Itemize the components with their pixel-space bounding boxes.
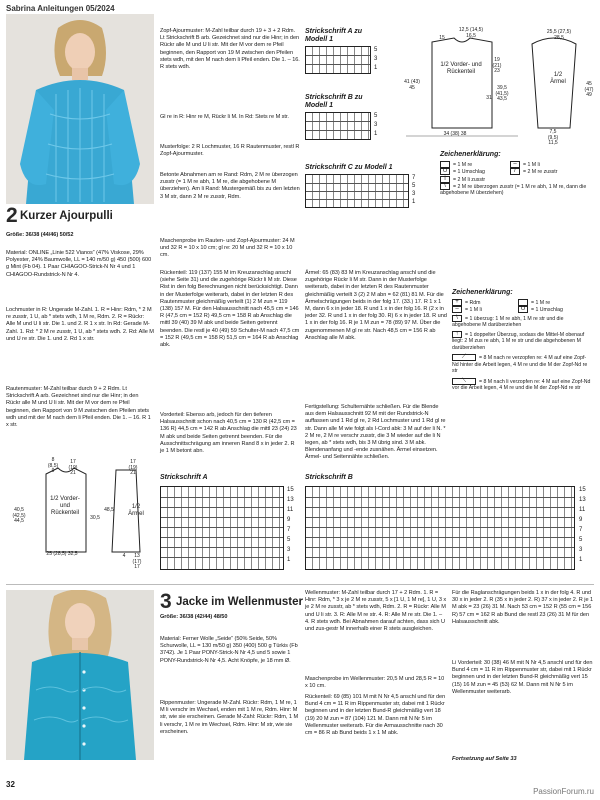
chart-a-big-row: 13 [287,497,294,503]
legend-2-item: = 1 doppelter Überzug, sodass die Mittel-M obenauf liegt: 2 M zus re abh, 1 M re str und die abgehobenen M darüberziehen [452,331,585,351]
material-2: Material: ONLINE „Linie 522 Vianos“ (47% Viskose, 29% Polyester, 24% Baumwolle, LL = 140 m/50 g) 450 (500) 600 g Mint (Fb 04). 1 Paar CHIAGOO-Strick-N Nr 4 und 1 CHIAGOO-Rundstrick-N Nr 4. [6,250,152,278]
chart-b-small-row: 1 [374,131,378,137]
chart-b-small-row: 3 [374,122,378,128]
zopf-2: Zopf-Ajourmuster: M-Zahl teilbar durch 19 + 3 + 2 Rdm. Lt Strickschrift B arb. Gezeichnet sind nur die Hinr; in den Rückr alle M und U li str. Mit der M vor dem re Pfeil beginnen, den Rapport von 19 M zwischen den Pfeilen stets wdh, mit den M nach dem li Pfeil enden. Die 1. – 16. R stets wdh. [160,28,300,71]
sch2-sl-side: 48,5 [104,507,114,513]
chart-b-big-row: 7 [579,527,583,533]
chart-b-big-row: 13 [579,497,586,503]
sch2-sl-top: 17 (19) 21 [128,459,138,477]
chart-b-big-row: 5 [579,537,583,543]
vorderteil-2: Vorderteil: Ebenso arb, jedoch für den tieferen Halsausschnitt schon nach 40,5 cm = 130 R (42,5 cm = 136 R) 44,5 cm = 142 R ab Anschlag die mittl 23 (24) 23 M abk und beide Seiten getrennt beenden. Für die Ausschnittschrägung am inneren Rand 8 x in jeder 2. R je 1 M betont abn. [160,412,297,455]
skp-icon: \ [452,315,462,322]
legend-2-title: Zeichenerklärung: [452,289,513,296]
knit-stitch-icon [518,299,528,306]
abnahmen-2: Betonte Abnahmen am re Rand: Rdm, 2 M re überzogen zusstr (= 1 M re abh, 1 M re, die abgehobene M überziehen). Am li Rand: Mustergemäß bis zu den letzten 3 M str, dann 2 M re zusstr, Rdm. [160,172,300,200]
double-decrease-icon: ↑ [452,331,462,338]
lochmuster-2: Lochmuster in R: Ungerade M-Zahl. 1. R = Hinr: Rdm, * 2 M re zusstr, 1 U, ab * stets wdh, 1 M re, Rdm. 2. R = Rückr: Alle M und U li str. Die 1. und 2. R 1 x str. In Rd: Gerade M-Zahl. 1. Rd: * 2 M re zusstr, 1 U, ab * stets wdh. 2. Rd: Alle M und U re str. Die 1. und 2. Rd 1 x str. [6,307,154,342]
sch1-side: 19 (21) 23 [492,57,502,75]
section-number-3: 3 [160,590,172,613]
section-title-3: Jacke im Wellenmuster [176,596,303,608]
yarn-over-icon: U [518,306,528,313]
chart-b-big-row: 1 [579,557,583,563]
maschenprobe-2: Maschenprobe im Rauten- und Zopf-Ajourmuster: 24 M und 32 R = 10 x 10 cm; gl re: 20 M und 32 R = 10 x 10 cm. [160,238,295,259]
chart-a-big-row: 15 [287,487,294,493]
rueckenteil-3: Rückenteil: 69 (85) 101 M mit N Nr 4,5 anschl und für den Bund 4 cm = 11 R im Rippenmuster str, dabei mit 1 Rückr beginnen und in der letzten Bund-R gleichmäßig vert 18 (19) 20 M zun = 87 (104) 121 M. Dann mit N Nr 5 im Wellenmuster weiterarb. Für die Armausschnitte nach 30 cm = 86 R ab Bund beids 1 x 1 M abk. [305,694,446,737]
cable-left-icon: ⟍ [452,378,476,385]
legend-2-item: = 8 M nach li verzopfen re: 4 M auf eine Zopf-Nd vor die Arbeit legen, 4 M re und die M der Zopf-Nd re str [452,378,591,392]
model-photo-jacket [6,590,154,760]
chart-a-big-row: 1 [287,557,291,563]
chart-b-small-title: Strickschrift B zu Modell 1 [305,94,363,109]
sch2-mid: 30,5 [90,515,100,521]
chart-c-small-row: 1 [412,199,416,205]
chart-b-big-row: 9 [579,517,583,523]
sch2-neck: 17 (19) 21 [68,459,78,477]
sch1-sl-b: 7,5 (9,5) 11,5 [547,129,559,147]
legend-1-title: Zeichenerklärung: [440,151,501,158]
chart-a-small-row: 5 [374,47,378,53]
sch1-sl-side: 45 (47) 49 [584,81,594,99]
sch1-top: 12,5 (14,5) 16,5 [458,27,484,39]
legend-2-item: = 1 Umschlag [531,306,563,313]
size-2: Größe: 36/38 (44/46) 50/52 [6,232,74,238]
purl-stitch-icon: – [452,306,462,313]
legend-1 [440,152,594,197]
yarn-over-icon: U [440,168,450,175]
chart-a-small-row: 3 [374,56,378,62]
continued-note: Fortsetzung auf Seite 33 [452,756,517,762]
legend-2-item: = 8 M nach re verzopfen re: 4 M auf eine Zopf-Nd hinter die Arbeit legen, 4 M re und die M der Zopf-Nd re str [452,355,588,375]
chart-b-big [305,486,575,570]
chart-b-small [305,112,371,140]
chart-a-big-row: 11 [287,507,294,513]
chart-c-small [305,174,409,208]
section-title-2: Kurzer Ajourpulli [20,210,113,222]
sch1-w: 31 [486,95,492,101]
sch1-neck: 15 [439,35,445,41]
rautenmuster-2: Rautenmuster: M-Zahl teilbar durch 9 + 2 Rdm. Lt Strickschrift A arb. Gezeichnet sind nur die Hinr; in den Rückr alle M und U li str. Mit der M vor dem re Pfeil beginnen, den Rapport von 9 M zwischen den Pfeilen stets wdh und mit der M nach dem li Pfeil enden. Die 1. – 16. R 1 x str. [6,386,151,429]
size-3: Größe: 36/38 (42/44) 48/50 [160,614,228,620]
chart-a-small-row: 1 [374,65,378,71]
page-number: 32 [6,780,15,789]
legend-1-item: = 1 Umschlag [453,168,485,175]
legend-1-item: = 2 M li zusstr [453,176,486,183]
legend-1-item: = 2 M re überzogen zusstr (= 1 M re abh, 1 M re, dann die abgehobene M überziehen) [440,183,587,197]
legend-2 [452,290,594,392]
cable-right-icon: ⟋ [452,354,476,361]
sch2-sl-b2: 13 (17) 17 [132,553,142,571]
purl-stitch-icon: – [510,161,520,168]
legend-2-item: = 1 M li [465,306,482,313]
chart-c-small-row: 7 [412,175,416,181]
magazine-header: Sabrina Anleitungen 05/2024 [6,4,115,13]
k2tog-icon: / [510,168,520,175]
sch2-top: 8 (8,5) 9 [47,457,59,475]
raglan-3: Für die Raglanschrägungen beids 1 x in der folg 4. R und 30 x in jeder 2. R (35 x in jeder 2. R) 37 x in jeder 2. R je 1 M abk = 23 (26) 31 M. Nach 53 cm = 152 R (55 cm = 156 R) 57 cm = 162 R ab Bund die restl 23 (26) 31 M für den Halsausschnitt abk. [452,590,594,625]
section-divider [6,584,594,585]
chart-b-big-row: 11 [579,507,586,513]
legend-1-item: = 1 M li [523,161,540,168]
material-3: Material: Ferner Wolle „Seide“ (50% Seide, 50% Schurwolle, LL = 130 m/50 g) 350 (400) 500 g Türkis (Fb 3742). Je 1 Paar PONY-Strick-N Nr 4,5 und 5 sowie 1 PONY-Rundstrick-N Nr 4,5. Acht Knöpfe, je 18 mm Ø. [160,636,298,664]
p2tog-icon: ǀ [440,176,450,183]
legend-1-item: = 1 M re [453,161,473,168]
sch1-r1: 41 (43) 45 [404,79,420,91]
maschenprobe-3: Maschenprobe im Wellenmuster: 20,5 M und 28,5 R = 10 x 10 cm. [305,676,445,690]
sch2-front-label: 1/2 Vorder- und Rückenteil [50,496,80,516]
chart-b-big-row: 3 [579,547,583,553]
sch2-sl-label: 1/2 Ärmel [128,504,144,517]
vorderteil-3: Li Vorderteil: 30 (38) 46 M mit N Nr 4,5 anschl und für den Bund 4 cm = 11 R im Rippenmuster str, dabei mit 1 Rückr beginnen und in der letzten Bund-R gleichmäßig vert 15 (15) 16 M zun = 45 (53) 62 M. Dann mit N Nr 5 im Wellenmuster weiterarb. [452,660,593,695]
chart-a-big-row: 3 [287,547,291,553]
legend-1-item: = 2 M re zusstr [523,168,558,175]
chart-a-big-row: 5 [287,537,291,543]
sch2-bottom: 25 (28,5) 32,5 [46,551,78,557]
knit-stitch-icon [440,161,450,168]
chart-b-big-title: Strickschrift B [305,474,353,481]
glre-2: Gl re in R: Hinr re M, Rückr li M. In Rd: Stets re M str. [160,114,289,120]
chart-c-small-row: 5 [412,183,416,189]
wellen-3: Wellenmuster: M-Zahl teilbar durch 17 + 2 Rdm. 1. R = Hinr: Rdm, * 3 x je 2 M re zusstr, 5 x [1 U, 1 M re], 1 U, 3 x je 2 M re zusstr, ab * stets wdh, Rdm. 2. R = Rückr: Alle M und U li str. 3. R: Alle M re str. 4. R: Alle M re str. Die 1. – 4. R stets wdh. Bei Abnahmen darauf achten, dass sich U und zus-gestr M innerhalb einer R stets ausgleichen. [305,590,447,633]
fertig-2: Fertigstellung: Schulternähte schließen. Für die Blende aus dem Halsausschnitt 92 M mit der Rundstrick-N auffassen und 1 Rd gl re, 2 Rd Lochmuster und 1 Rd gl re str. Dann alle M wie folgt als I-Cord abk: 3 M auf der li N. * 2 M re, 2 M re verschr zusstr, die 3 M wieder auf die li N legen, ab * stets wdh, bis 3 M übrig sind. 3 M abk. Blendenanfang und -ende zusnähen. Ärmel einsetzen. Ärmel- und Seitennähte schließen. [305,404,446,461]
legend-2-item: = 1 M re [531,299,551,306]
sch1-r2: 39,5 (41,5) 43,5 [495,85,509,103]
section-number-2: 2 [6,204,18,227]
sch1-sl-label: 1/2 Ärmel [550,72,566,85]
sch2-sl-b1: 4 [122,553,126,559]
rueckenteil-2: Rückenteil: 119 (137) 155 M im Kreuzanschlag anschl (siehe Seite 31) und die zugehörige Rückr li M str. Diese Rist in den folg Berechnungen nicht berücksichtigt. Dann in der Musterfolge weiterarb, dabei in der letzten R des Rautenmuster gleichmäßig verteilt (1) 2 M zun = 119 (138) 157 M. Für den Halsausschnitt nach 45,5 cm = 146 R (47,5 cm = 152 R) 49,5 cm = 158 R ab Anschlag die mittl 39 (40) 39 M abk und beide Seiten getrennt beenden. Die restl je 40 (49) 59 Schulter-M nach 47,5 cm = 152 R (49,5 cm = 158 R) 51,5 cm = 164 R ab Anschlag abk. [160,270,300,349]
chart-a-big-row: 9 [287,517,291,523]
rippen-3: Rippenmuster: Ungerade M-Zahl. Rückr: Rdm, 1 M re, 1 M li verschr im Wechsel, enden mit 1 M re, Rdm. Hinr: M str, wie sie erscheinen. Gerade M-Zahl: Rückr: Rdm, 1 M li verschr, 1 M re im Wechsel, Rdm. Hinr: M str, wie sie erscheinen. [160,700,299,735]
chart-a-big-row: 7 [287,527,291,533]
chart-b-small-row: 5 [374,113,378,119]
sch1-sl-top: 25,5 (27,5) 28,5 [546,29,572,41]
chart-a-small-title: Strickschrift A zu Modell 1 [305,28,363,43]
chart-c-small-title: Strickschrift C zu Modell 1 [305,164,393,171]
ssk-icon: \ [440,183,450,190]
watermark: PassionForum.ru [533,787,594,796]
chart-a-big-title: Strickschrift A [160,474,208,481]
edge-stitch-icon: + [452,299,462,306]
aermel-2: Ärmel: 65 (83) 83 M im Kreuzanschlag anschl und die zugehörige Rückr li M str. Dann in der Musterfolge weiterarb, dabei in der letzten R des Rautenmuster gleichmäßig verteilt 3 (2) 2 M abn = 62 (81) 81 M. Für die Ärmelschrägungen beids in der folg 17. (33.) 17. R 1 x 1 M, dann 6 x in jeder 18. R und 1 x in der folg 16. R (2 x in jeder 32. R und 1 x in der folg 30. R) 6 x in jeder 18. R und 1 x in der folg 16. R je 1 M zun = 78 (89) 97 M. Über die zugenommenen M gl re str. Nach 48,5 cm = 156 R ab Anschlag alle M abk. [305,270,447,341]
chart-a-small [305,46,371,74]
sch1-bottom: 34 (38) 38 [443,131,467,137]
legend-2-item: = Rdm [465,299,481,306]
folge-2: Musterfolge: 2 R Lochmuster, 16 R Rautenmuster, restl R Zopf-Ajourmuster. [160,144,300,158]
chart-c-small-row: 3 [412,191,416,197]
sch2-l1: 40,5 (42,5) 44,5 [12,507,26,525]
legend-2-item: = 1 überzug: 1 M re abh, 1 M re str und die abgehobene M darüberziehen [452,315,564,328]
chart-a-big [160,486,284,570]
model-photo-pullover [6,14,154,204]
sch1-front-label: 1/2 Vorder- und Rückenteil [440,62,482,75]
chart-b-big-row: 15 [579,487,586,493]
